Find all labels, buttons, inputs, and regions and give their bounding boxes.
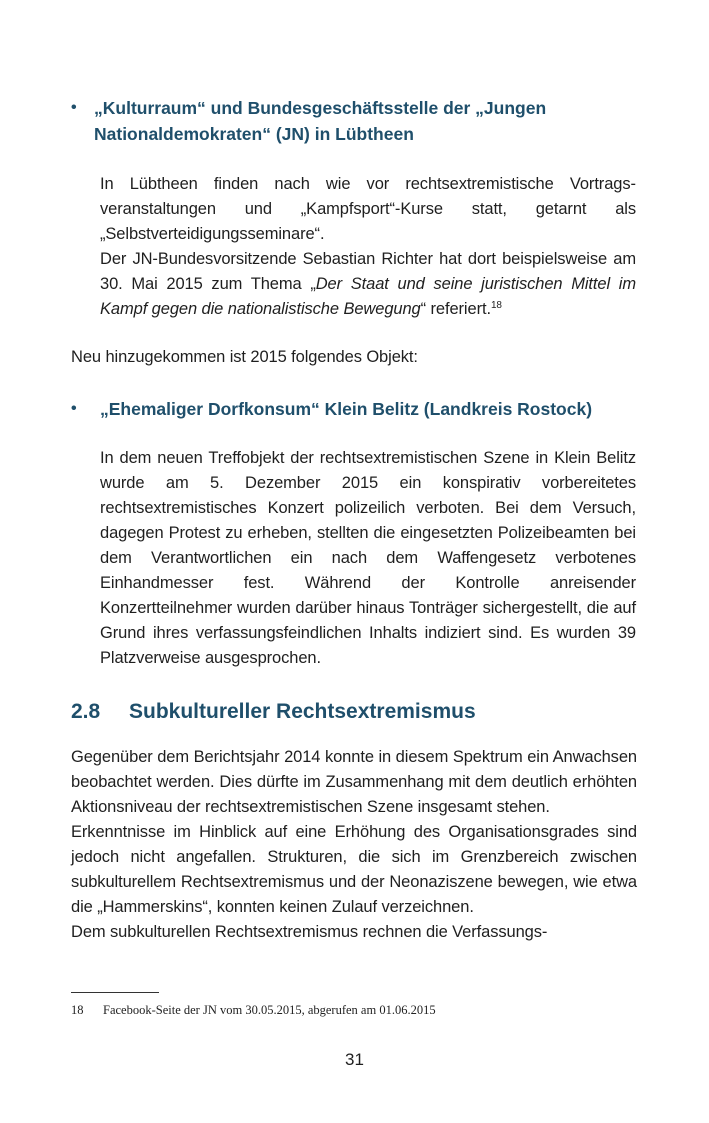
footnote-reference[interactable]: 18: [490, 300, 502, 311]
footnote: [71, 1001, 637, 1019]
section-paragraph-3: Dem subkulturellen Rechtsextremismus rechnen die Verfassungs-: [71, 923, 548, 941]
section-body: [71, 745, 637, 945]
footnote-divider: [71, 992, 159, 993]
footnote-number: 18: [71, 1003, 84, 1017]
section-title: Subkultureller Rechtsextremismus: [129, 700, 476, 723]
section-paragraph-2: Erkenntnisse im Hinblick auf eine Erhöhung des Organisationsgrades sind jedoch nicht angefallen. Strukturen, die sich im Grenzbereich zwischen subkulturellem Rechtsextremismus und der Neonaziszene bewegen, wie etwa die „Hammerskins“, konnten keinen Zulauf verzeichnen.: [71, 823, 637, 916]
bullet-heading-kulturraum: [71, 95, 641, 147]
bullet-marker: •: [71, 400, 77, 417]
bullet-heading-text: „Kulturraum“ und Bundesgeschäftsstelle der „Jungen Nationaldemokraten“ (JN) in Lübtheen: [94, 98, 547, 144]
kulturraum-description: [100, 172, 636, 322]
dorfkonsum-paragraph: In dem neuen Treffobjekt der rechtsextremistischen Szene in Klein Belitz wurde am 5. Dezember 2015 ein konspirativ vorbereitetes rechtsextremistisches Konzert polizeilich verboten. Bei dem Versuch, dagegen Protest zu erheben, stellten die eingesetzten Polizeibeamten bei dem Verantwortlichen ein nach dem Waffengesetz verbotenes Einhandmesser fest. Während der Kontrolle anreisender Konzertteilnehmer wurden darüber hinaus Tonträger sichergestellt, die auf Grund ihres verfassungsfeindlichen Inhalts indiziert sind. Es wurden 39 Platzverweise ausgesprochen.: [100, 449, 636, 667]
page-number: 31: [345, 1050, 364, 1069]
section-paragraph-1: Gegenüber dem Berichtsjahr 2014 konnte in diesem Spektrum ein Anwachsen beobachtet werden. Dies dürfte im Zusammenhang mit dem deutlich erhöhten Aktionsniveau der rechtsextremistischen Szene insgesamt stehen.: [71, 748, 637, 816]
kulturraum-paragraph-2: Der JN-Bundesvorsitzende Sebastian Richter hat dort beispielsweise am 30. Mai 2015 zum Thema „Der Staat und seine juristischen Mittel im Kampf gegen die nationalistische Bewegung“ referiert.$^{18}$: [100, 250, 636, 318]
section-number: 2.8: [71, 700, 101, 723]
dorfkonsum-description: [100, 446, 636, 671]
lecture-title: Der Staat und seine juristischen Mittel im Kampf gegen die nationalistische Bewegung: [100, 275, 636, 318]
kulturraum-paragraph-1: In Lübtheen finden nach wie vor rechtsextremistische Vortragsveranstaltungen und „Kampfsport“-Kurse statt, getarnt als „Selbstverteidigungsseminare“.: [100, 175, 636, 243]
bullet-heading-text: „Ehemaliger Dorfkonsum“ Klein Belitz (Landkreis Rostock): [100, 399, 593, 419]
new-object-intro: Neu hinzugekommen ist 2015 folgendes Objekt:: [71, 348, 418, 366]
bullet-marker: •: [71, 99, 77, 116]
section-heading: [71, 697, 476, 727]
bullet-heading-dorfkonsum: [71, 396, 641, 422]
footnote-text: Facebook-Seite der JN vom 30.05.2015, abgerufen am 01.06.2015: [103, 1003, 436, 1017]
